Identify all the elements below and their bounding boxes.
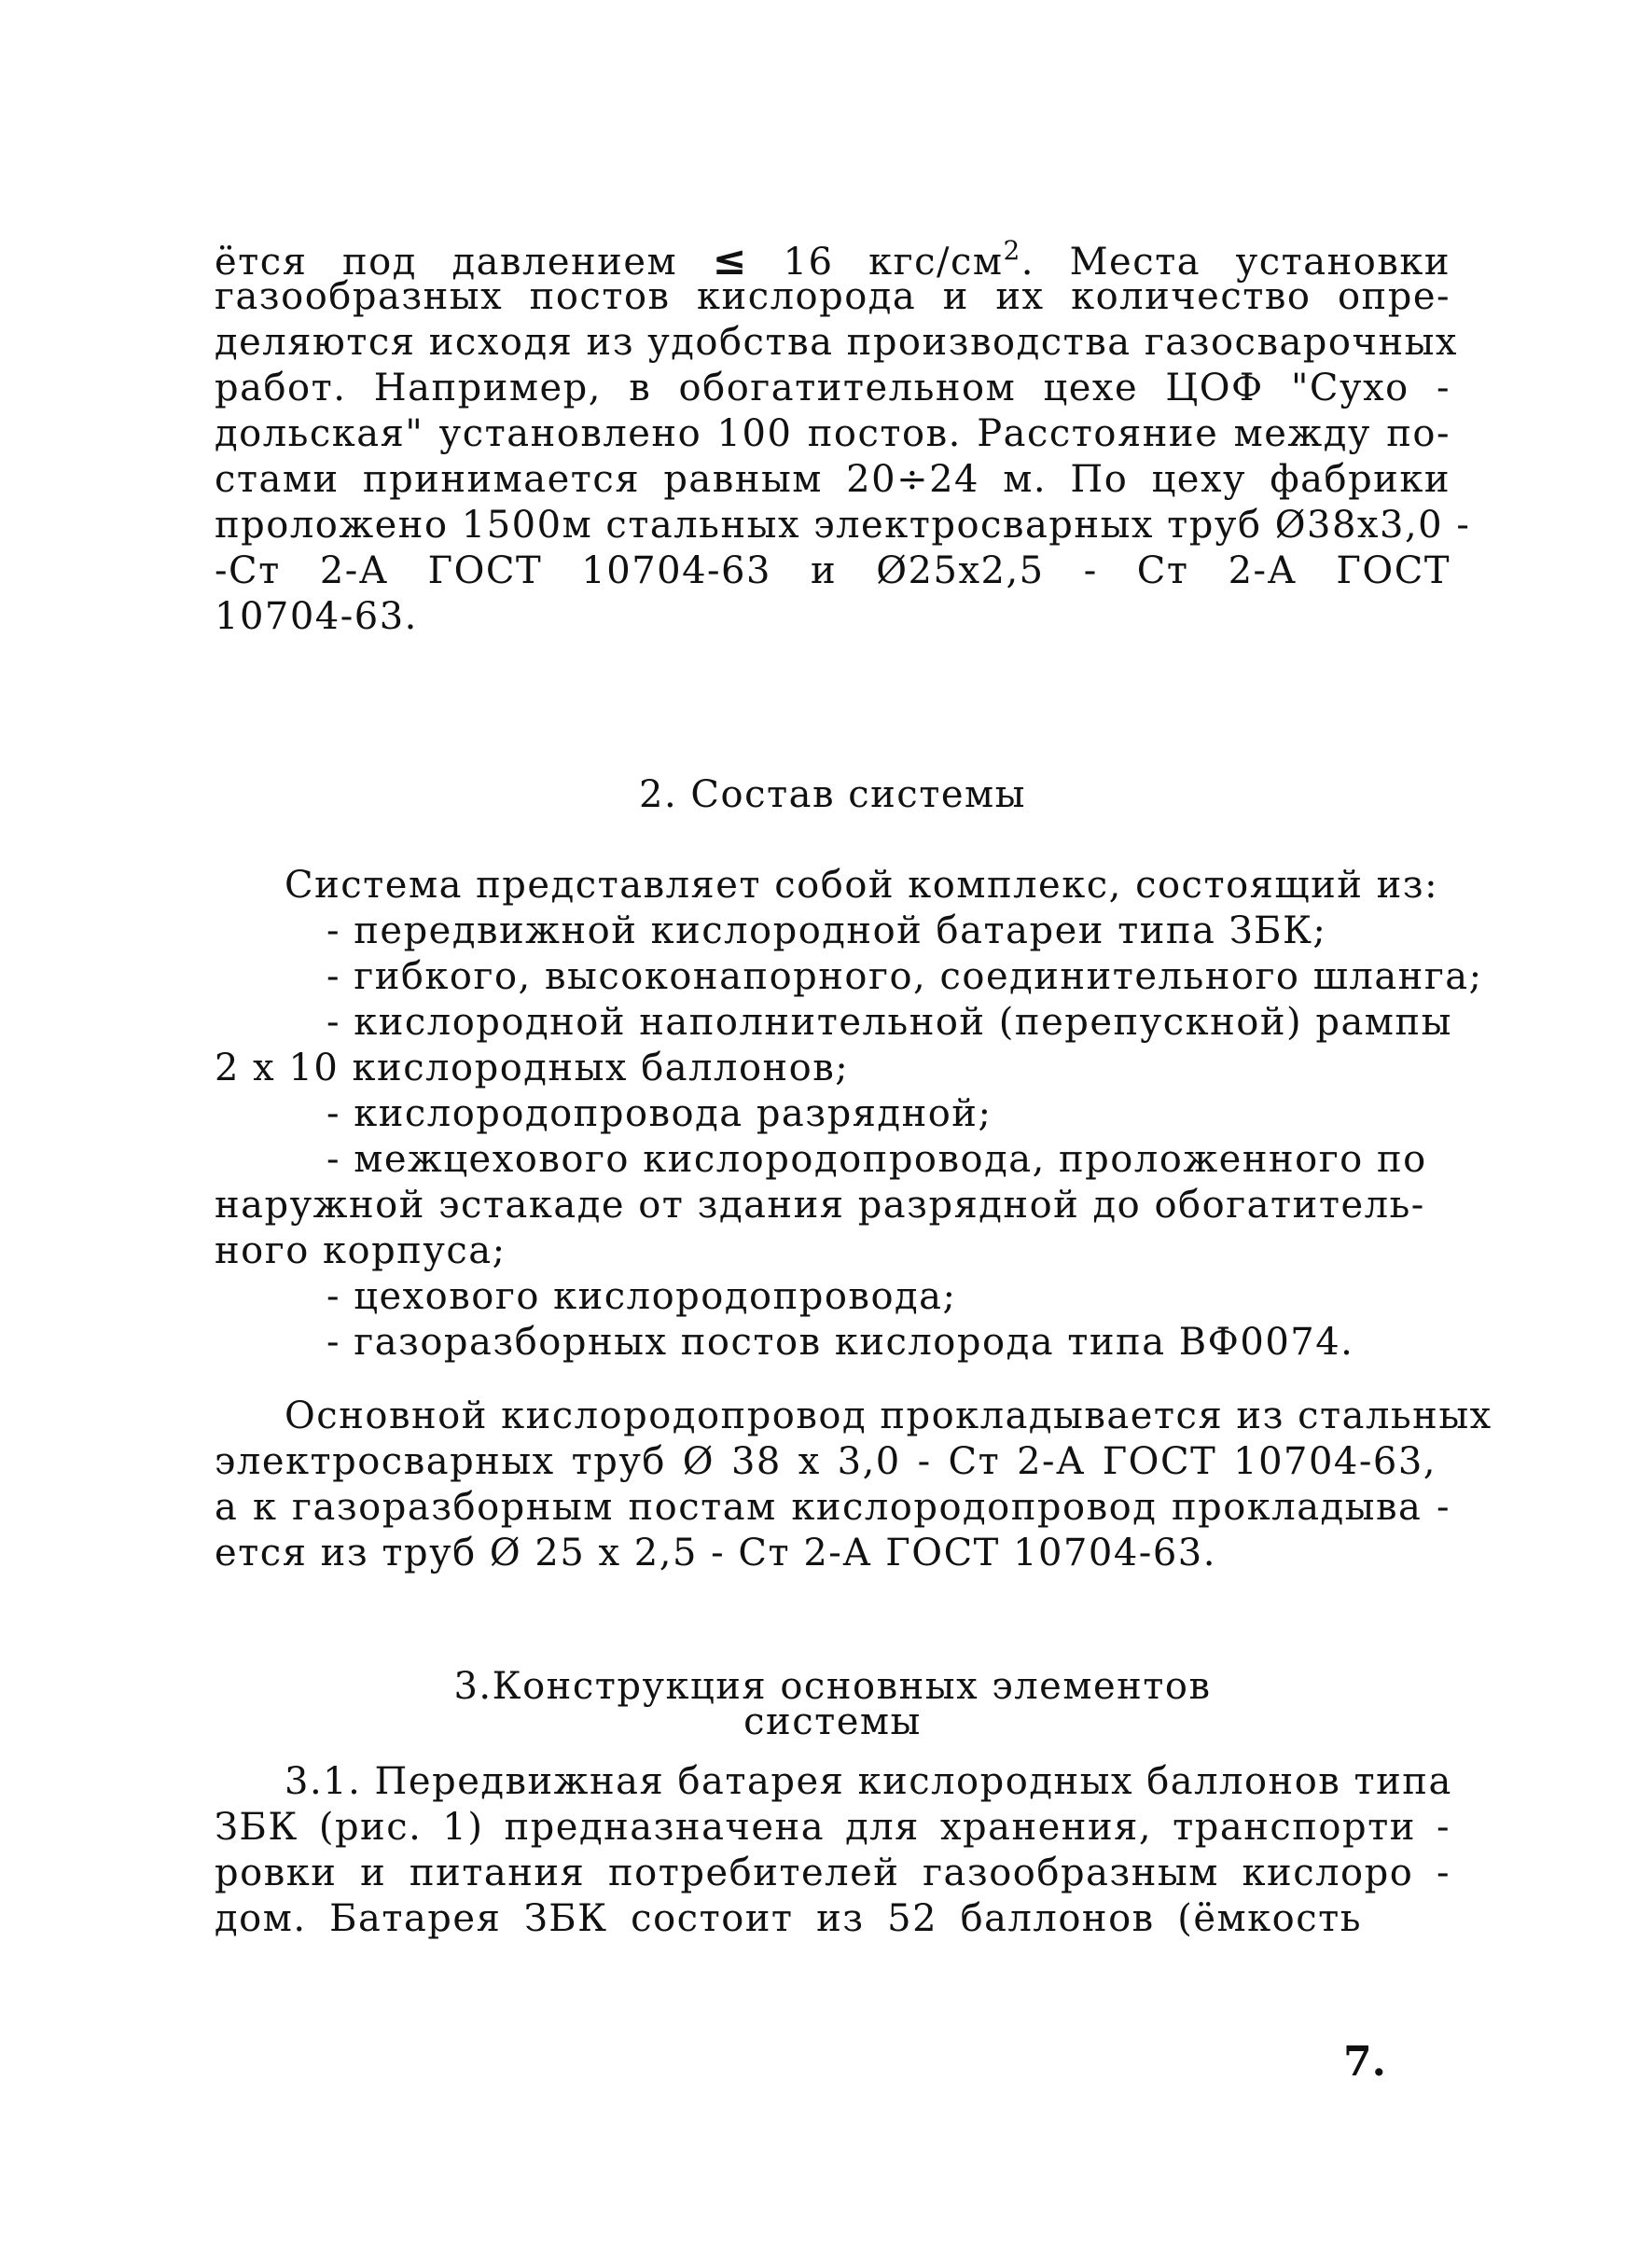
section-3-heading: 3.Конструкция основных элементов — [453, 1665, 1212, 1708]
list-item: - кислородной наполнительной (перепускной) рампы — [326, 1001, 1452, 1044]
section-3-para-line: 3.1. Передвижная батарея кислородных баллонов типа — [285, 1760, 1452, 1803]
intro-line: работ. Например, в обогатительном цехе ЦОФ "Сухо - — [215, 367, 1451, 409]
section-3-heading-cont: системы — [743, 1700, 922, 1743]
list-item: - межцехового кислородопровода, проложенного по — [326, 1138, 1427, 1181]
list-item: - кислородопровода разрядной; — [326, 1092, 993, 1135]
section-2-lead: Система представляет собой комплекс, состоящий из: — [285, 864, 1439, 907]
intro-line: 10704-63. — [215, 595, 418, 638]
intro-line: дольская" установлено 100 постов. Расстояние между по- — [215, 412, 1451, 455]
intro-line: -Ст 2-А ГОСТ 10704-63 и Ø25x2,5 - Ст 2-А ГОСТ — [215, 549, 1451, 592]
intro-line: проложено 1500м стальных электросварных труб Ø38x3,0 - — [215, 504, 1471, 547]
intro-line: газообразных постов кислорода и их количество опре- — [215, 275, 1451, 318]
section-2-para-line: а к газоразборным постам кислородопровод прокладыва - — [215, 1486, 1451, 1529]
section-2-para-line: ется из труб Ø 25 x 2,5 - Ст 2-А ГОСТ 10704-63. — [215, 1532, 1216, 1574]
section-2-para-line: Основной кислородопровод прокладывается из стальных — [285, 1394, 1492, 1437]
section-3-para-line: ровки и питания потребителей газообразным кислоро - — [215, 1852, 1451, 1894]
intro-line: деляются исходя из удобства производства газосварочных — [215, 321, 1458, 364]
list-item: - гибкого, высоконапорного, соединительного шланга; — [326, 955, 1483, 998]
list-item: - передвижной кислородной батареи типа ЗБК; — [326, 909, 1327, 952]
section-3-para-line: дом. Батарея ЗБК состоит из 52 баллонов (ёмкость — [215, 1897, 1362, 1940]
list-item-continuation: ного корпуса; — [215, 1229, 507, 1272]
intro-line: стами принимается равным 20÷24 м. По цеху фабрики — [215, 458, 1451, 501]
list-item: - газоразборных постов кислорода типа ВФ0074. — [326, 1321, 1354, 1364]
list-item-continuation: наружной эстакаде от здания разрядной до обогатитель- — [215, 1184, 1425, 1227]
less-or-equal-symbol: ≤ — [712, 237, 749, 284]
section-3-para-line: ЗБК (рис. 1) предназначена для хранения, транспорти - — [215, 1806, 1451, 1849]
section-2-para-line: электросварных труб Ø 38 x 3,0 - Ст 2-А ГОСТ 10704-63, — [215, 1440, 1437, 1483]
list-item-continuation: 2 x 10 кислородных баллонов; — [215, 1047, 850, 1089]
page-number: 7. — [1343, 2038, 1386, 2086]
intro-line-1: ётся под давлением ≤ 16 кгс/$см^2$. Места установки — [215, 235, 1451, 284]
section-2-heading: 2. Состав системы — [639, 773, 1026, 816]
list-item: - цехового кислородопровода; — [326, 1275, 957, 1318]
